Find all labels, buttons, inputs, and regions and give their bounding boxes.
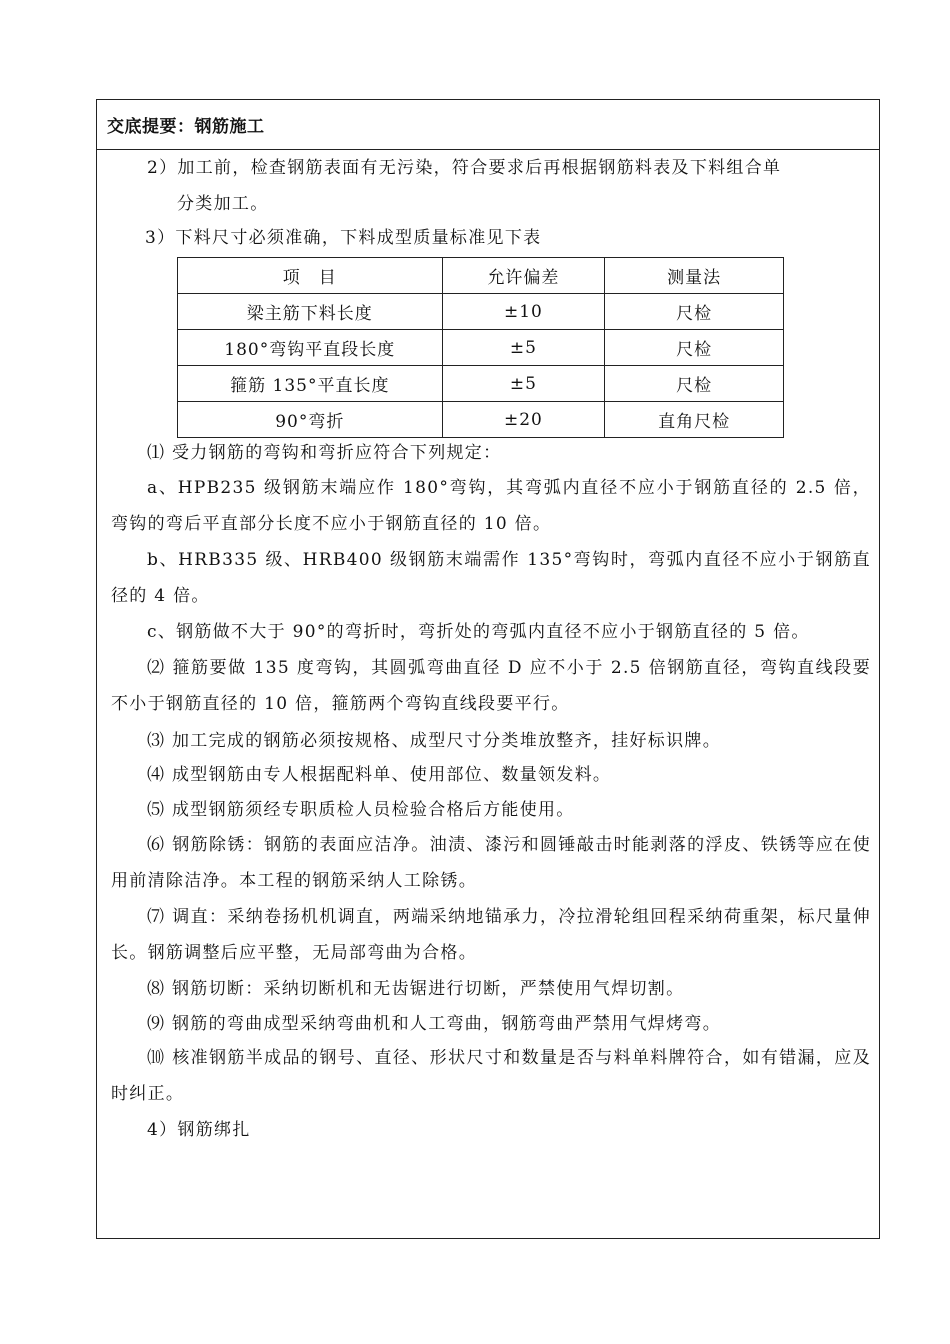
table-row: [178, 402, 784, 438]
table-header-cell: 测量法: [605, 258, 784, 294]
body-paragraph: ⑹ 钢筋除锈：钢筋的表面应洁净。油渍、漆污和圆锤敲击时能剥落的浮皮、铁锈等应在使用前清除洁净。本工程的钢筋采纳人工除锈。: [111, 835, 871, 891]
table-row: [178, 294, 784, 330]
paragraph-2-line2: 分类加工。: [177, 194, 269, 214]
table-cell: ±5: [442, 366, 605, 402]
table-cell: 梁主筋下料长度: [178, 294, 443, 330]
table-row: [178, 366, 784, 402]
body-paragraph: ⑶ 加工完成的钢筋必须按规格、成型尺寸分类堆放整齐，挂好标识牌。: [147, 731, 722, 751]
body-paragraph: ⑵ 箍筋要做 135 度弯钩，其圆弧弯曲直径 D 应不小于 2.5 倍钢筋直径，弯钩直线段要不小于钢筋直径的 10 倍，箍筋两个弯钩直线段要平行。: [111, 658, 871, 714]
table-cell: 箍筋 135°平直长度: [178, 366, 443, 402]
paragraph-2-line1: 2）加工前，检查钢筋表面有无污染，符合要求后再根据钢筋料表及下料组合单: [147, 158, 782, 178]
body-paragraph: ⑴ 受力钢筋的弯钩和弯折应符合下列规定：: [147, 443, 502, 463]
header-row: [97, 100, 879, 150]
body-paragraph: ⑷ 成型钢筋由专人根据配料单、使用部位、数量领发料。: [147, 765, 612, 785]
table-cell: ±5: [442, 330, 605, 366]
table-cell: 直角尺检: [605, 402, 784, 438]
quality-standard-table: [177, 257, 784, 438]
body-paragraph: c、钢筋做不大于 90°的弯折时，弯折处的弯弧内直径不应小于钢筋直径的 5 倍。: [147, 622, 810, 642]
table-header-cell: 允许偏差: [442, 258, 605, 294]
table-cell: 尺检: [605, 294, 784, 330]
body-paragraph: ⑸ 成型钢筋须经专职质检人员检验合格后方能使用。: [147, 800, 575, 820]
table-cell: 尺检: [605, 366, 784, 402]
table-cell: ±10: [442, 294, 605, 330]
body-paragraph: ⑺ 调直：采纳卷扬机机调直，两端采纳地锚承力，冷拉滑轮组回程采纳荷重架，标尺量伸长。钢筋调整后应平整，无局部弯曲为合格。: [111, 907, 871, 963]
document-frame: [96, 99, 880, 1239]
table-cell: ±20: [442, 402, 605, 438]
body-paragraph: 4）钢筋绑扎: [147, 1120, 251, 1140]
body-paragraph: b、HRB335 级、HRB400 级钢筋末端需作 135°弯钩时，弯弧内直径不应小于钢筋直径的 4 倍。: [111, 550, 871, 606]
table-cell: 180°弯钩平直段长度: [178, 330, 443, 366]
table-row: [178, 330, 784, 366]
table-header-cell: 项 目: [178, 258, 443, 294]
table-cell: 90°弯折: [178, 402, 443, 438]
table-cell: 尺检: [605, 330, 784, 366]
table-header-row: [178, 258, 784, 294]
page-title: 交底提要：钢筋施工: [107, 117, 265, 137]
body-paragraph: ⑼ 钢筋的弯曲成型采纳弯曲机和人工弯曲，钢筋弯曲严禁用气焊烤弯。: [147, 1014, 722, 1034]
body-paragraph: ⑽ 核准钢筋半成品的钢号、直径、形状尺寸和数量是否与料单料牌符合，如有错漏，应及时纠正。: [111, 1048, 871, 1104]
paragraph-3: 3）下料尺寸必须准确，下料成型质量标准见下表: [145, 228, 542, 248]
body-paragraph: a、HPB235 级钢筋末端应作 180°弯钩，其弯弧内直径不应小于钢筋直径的 2.5 倍，弯钩的弯后平直部分长度不应小于钢筋直径的 10 倍。: [111, 478, 871, 534]
body-paragraph: ⑻ 钢筋切断：采纳切断机和无齿锯进行切断，严禁使用气焊切割。: [147, 979, 685, 999]
